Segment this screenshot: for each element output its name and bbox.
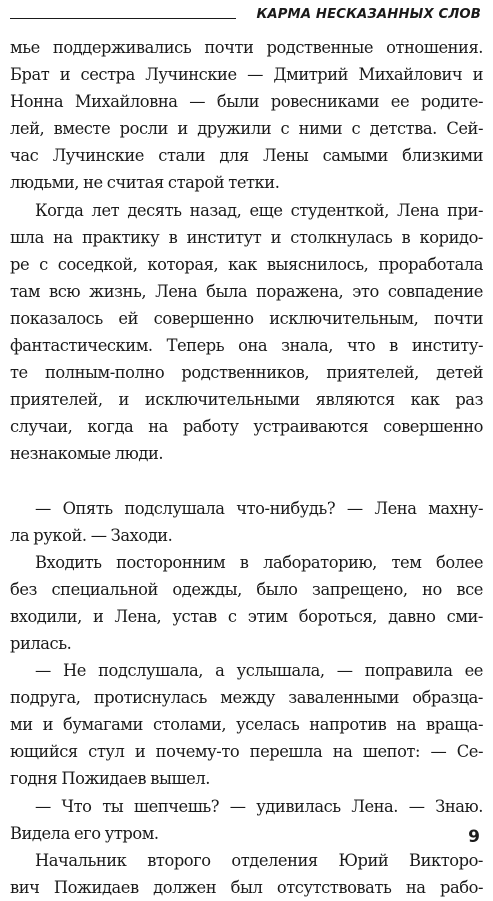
text-line: вич Пожидаев должен был отсутствовать на рабо- xyxy=(10,877,483,897)
text-line: Видела его утром. xyxy=(10,823,159,843)
text-line: те полным-полно родственников, приятелей, детей xyxy=(10,363,483,383)
text-line: Когда лет десять назад, еще студенткой, Лена при- xyxy=(35,200,483,220)
text-line: — Что ты шепчешь? — удивилась Лена. — Знаю. xyxy=(35,796,483,816)
text-line: подруга, протиснулась между заваленными образца- xyxy=(10,688,483,708)
text-line: Брат и сестра Лучинские — Дмитрий Михайлович и xyxy=(10,65,483,85)
section-break xyxy=(10,468,483,495)
text-line: шла на практику в институт и столкнулась в коридо- xyxy=(10,227,483,247)
text-line: ла рукой. — Заходи. xyxy=(10,525,173,545)
text-line: ющийся стул и почему-то перешла на шепот: — Се- xyxy=(10,742,483,762)
page-number: 9 xyxy=(468,827,480,847)
text-line: рилась. xyxy=(10,633,72,653)
text-line: мье поддерживались почти родственные отношения. xyxy=(10,38,483,57)
text-line: час Лучинские стали для Лены самыми близкими xyxy=(10,146,483,166)
body-text xyxy=(10,34,483,901)
text-line: лей, вместе росли и дружили с ними с детства. Сей- xyxy=(10,119,483,139)
text-line: — Опять подслушала что-нибудь? — Лена махну- xyxy=(35,498,483,518)
running-title: КАРМА НЕСКАЗАННЫХ СЛОВ xyxy=(256,7,481,22)
text-line: Начальник второго отделения Юрий Викторо- xyxy=(35,850,483,870)
text-line: ми и бумагами столами, уселась напротив на враща- xyxy=(10,715,483,735)
text-line: показалось ей совершенно исключительным, почти xyxy=(10,308,483,328)
text-line: случаи, когда на работу устраиваются совершенно xyxy=(10,417,483,437)
text-line: годня Пожидаев вышел. xyxy=(10,769,210,789)
text-line: без специальной одежды, было запрещено, но все xyxy=(10,579,483,599)
text-line: фантастическим. Теперь она знала, что в институ- xyxy=(10,336,483,356)
text-line: людьми, не считая старой тетки. xyxy=(10,173,280,193)
running-header xyxy=(10,4,483,24)
text-line: приятелей, и исключительными являются как раз xyxy=(10,390,483,410)
text-line: там всю жизнь, Лена была поражена, это совпадение xyxy=(10,281,483,301)
text-line: Входить посторонним в лабораторию, тем более xyxy=(35,552,483,572)
text-line: незнакомые люди. xyxy=(10,444,164,464)
text-line: — Не подслушала, а услышала, — поправила ее xyxy=(35,661,483,681)
text-line: Нонна Михайловна — были ровесниками ее родите- xyxy=(10,92,483,112)
text-line: ре с соседкой, которая, как выяснилось, проработала xyxy=(10,254,483,274)
header-rule xyxy=(10,18,236,19)
text-line: входили, и Лена, устав с этим бороться, давно сми- xyxy=(10,606,483,626)
